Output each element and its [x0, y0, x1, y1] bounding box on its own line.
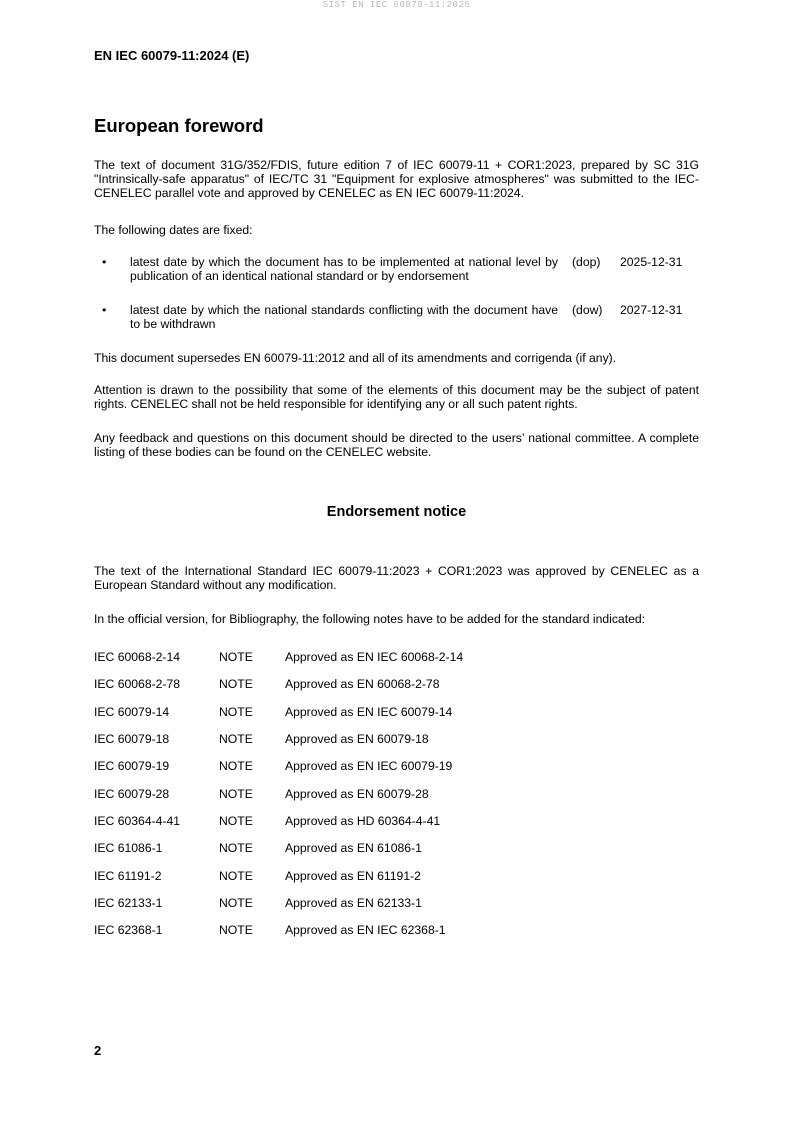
note-standard: IEC 62133-1	[94, 896, 163, 910]
bullet-text: latest date by which the national standards conflicting with the document have to be withdrawn	[130, 303, 558, 331]
note-label: NOTE	[219, 732, 253, 746]
endorsement-paragraph-2: In the official version, for Bibliography, the following notes have to be added for the standard indicated:	[94, 612, 646, 626]
note-label: NOTE	[219, 677, 253, 691]
bullet-date: 2025-12-31	[620, 255, 683, 269]
endorsement-title: Endorsement notice	[326, 504, 467, 520]
note-row	[94, 923, 704, 937]
foreword-paragraph-2: The following dates are fixed:	[94, 223, 253, 237]
note-label: NOTE	[219, 923, 253, 937]
bullet-date: 2027-12-31	[620, 303, 683, 317]
endorsement-paragraph-1: The text of the International Standard IEC 60079-11:2023 + COR1:2023 was approved by CENELEC as a European Standard without any modification.	[94, 564, 699, 592]
note-row	[94, 814, 704, 828]
note-label: NOTE	[219, 896, 253, 910]
note-label: NOTE	[219, 787, 253, 801]
note-row	[94, 787, 704, 801]
note-row	[94, 650, 704, 664]
note-standard: IEC 60079-14	[94, 705, 170, 719]
note-text: Approved as EN 62133-1	[285, 896, 422, 910]
note-row	[94, 896, 704, 910]
note-text: Approved as EN IEC 60079-14	[285, 705, 453, 719]
foreword-paragraph-5: Any feedback and questions on this document should be directed to the users’ national committee. A complete listing of these bodies can be found on the CENELEC website.	[94, 431, 699, 459]
note-text: Approved as EN IEC 60079-19	[285, 759, 453, 773]
note-standard: IEC 60068-2-14	[94, 650, 181, 664]
note-row	[94, 841, 704, 855]
document-id-header: EN IEC 60079-11:2024 (E)	[94, 48, 250, 63]
bullet-symbol: •	[102, 303, 107, 317]
bullet-abbreviation: (dop)	[572, 255, 601, 269]
foreword-paragraph-4: Attention is drawn to the possibility that some of the elements of this document may be the subject of patent rights. CENELEC shall not be held responsible for identifying any or all such patent rights.	[94, 383, 699, 411]
bullet-symbol: •	[102, 255, 107, 269]
note-text: Approved as EN 61086-1	[285, 841, 422, 855]
bullet-abbreviation: (dow)	[572, 303, 603, 317]
note-text: Approved as HD 60364-4-41	[285, 814, 441, 828]
note-label: NOTE	[219, 841, 253, 855]
note-row	[94, 759, 704, 773]
watermark: SIST EN IEC 60079-11:2025	[322, 0, 471, 10]
note-label: NOTE	[219, 650, 253, 664]
note-text: Approved as EN IEC 60068-2-14	[285, 650, 464, 664]
note-standard: IEC 60079-28	[94, 787, 170, 801]
bullet-text: latest date by which the document has to be implemented at national level by publication of an identical national standard or by endorsement	[130, 255, 558, 283]
note-text: Approved as EN 60079-18	[285, 732, 429, 746]
note-standard: IEC 61191-2	[94, 869, 162, 883]
note-text: Approved as EN IEC 62368-1	[285, 923, 446, 937]
note-row	[94, 732, 704, 746]
note-label: NOTE	[219, 869, 253, 883]
note-standard: IEC 62368-1	[94, 923, 163, 937]
note-label: NOTE	[219, 814, 253, 828]
note-standard: IEC 60364-4-41	[94, 814, 181, 828]
foreword-paragraph-3: This document supersedes EN 60079-11:2012 and all of its amendments and corrigenda (if any).	[94, 351, 617, 365]
note-label: NOTE	[219, 705, 253, 719]
note-standard: IEC 61086-1	[94, 841, 163, 855]
note-row	[94, 869, 704, 883]
note-standard: IEC 60079-18	[94, 732, 170, 746]
foreword-paragraph-1: The text of document 31G/352/FDIS, future edition 7 of IEC 60079-11 + COR1:2023, prepared by SC 31G "Intrinsically-safe apparatus" of IEC/TC 31 "Equipment for explosive atmospheres" was submitted to the IEC-CENELEC parallel vote and approved by CENELEC as EN IEC 60079-11:2024.	[94, 158, 699, 200]
note-standard: IEC 60079-19	[94, 759, 170, 773]
note-row	[94, 705, 704, 719]
note-row	[94, 677, 704, 691]
note-text: Approved as EN 61191-2	[285, 869, 421, 883]
note-standard: IEC 60068-2-78	[94, 677, 181, 691]
foreword-title: European foreword	[94, 115, 264, 136]
note-text: Approved as EN 60079-28	[285, 787, 429, 801]
note-text: Approved as EN 60068-2-78	[285, 677, 440, 691]
page-number: 2	[94, 1043, 102, 1058]
note-label: NOTE	[219, 759, 253, 773]
